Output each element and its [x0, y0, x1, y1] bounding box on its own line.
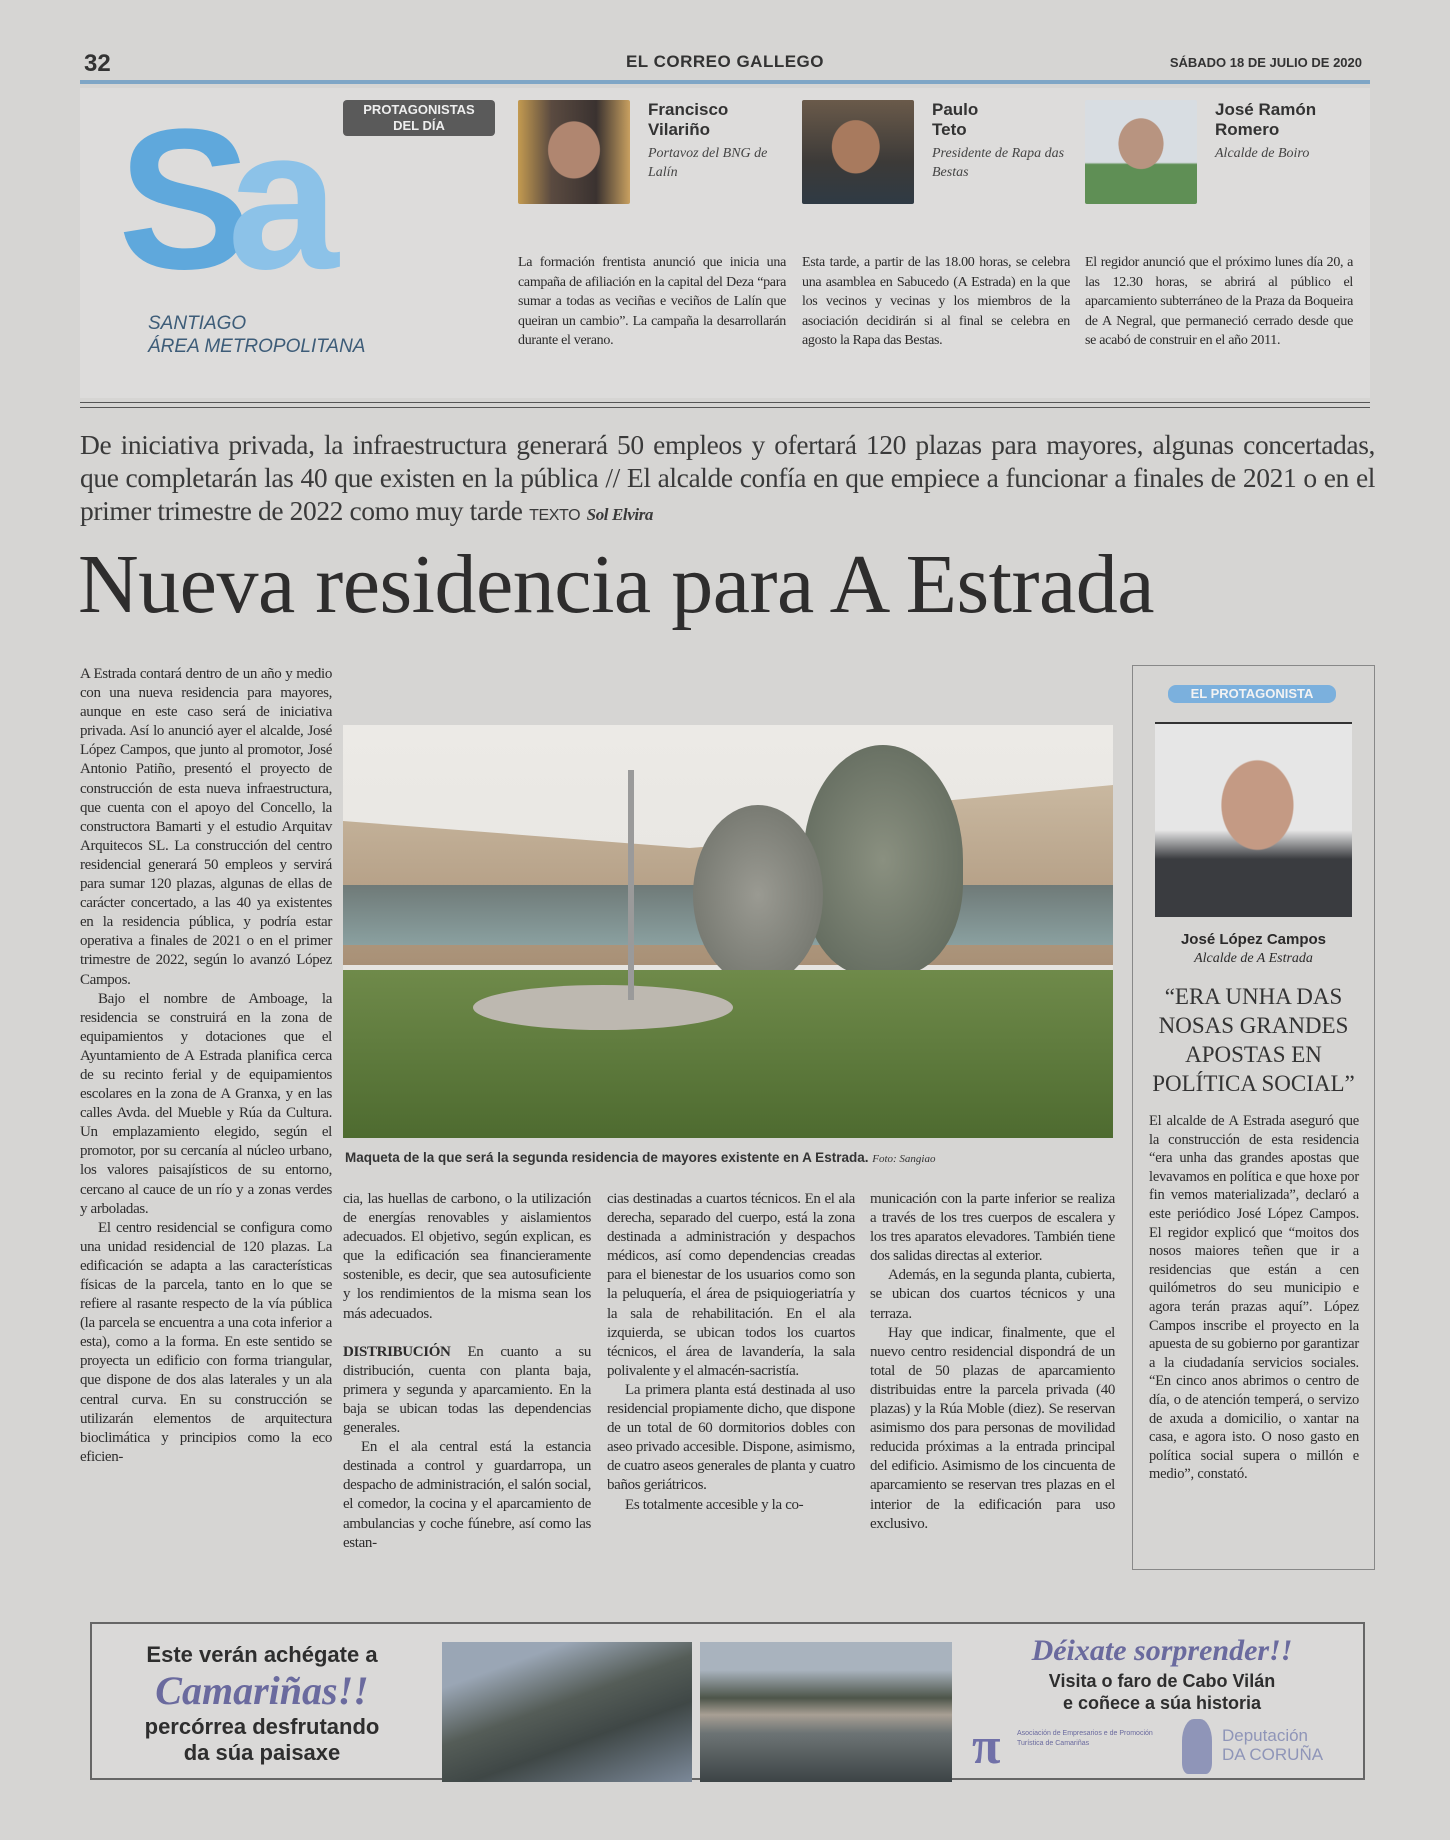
- sidebar-text: El alcalde de A Estrada aseguró que la construcción de esta residencia “era unha das grandes apostas que levavamos en política e que hoxe por fin vemos materializada”, declaró a este periódico José López Campos. El regidor explicó que “moitos dos nosos maiores teñen que ir a residencias que están a cen quilómetros do seu municipio e agora terán prazas aquí”. López Campos inscribe el proyecto en la apuesta de su gobierno por garantizar a la ciudadanía servicios sociales. “En cinco anos abrimos o centro de día, o de atención temperá, o servizo de axuda a domicilio, o xantar na casa, e agora isto. O noso gasto en política social supera o millón e medio”, constató.: [1149, 1113, 1359, 1483]
- article-title-block: [80, 428, 1375, 630]
- protagonist-card: [518, 100, 793, 348]
- section-name-line1: SANTIAGO: [148, 313, 247, 334]
- article-column-2: [343, 1190, 591, 1553]
- deputacion-crest-icon: [1182, 1719, 1212, 1774]
- association-logo-text: Asociación de Empresarios e de Promoción Turística de Camariñas: [1017, 1730, 1153, 1747]
- article-deck: [80, 428, 1375, 532]
- paragraph: DISTRIBUCIÓN En cuanto a su distribución, cuenta con planta baja, primera y segunda y aparcamiento. En la baja se ubican todas las dependencias generales.: [343, 1343, 591, 1437]
- ad-photo-harbor: [700, 1642, 952, 1782]
- mayor-photo: [1155, 722, 1352, 917]
- header-rule: [80, 80, 1370, 84]
- protagonist-card: [802, 100, 1077, 348]
- section-name: [148, 312, 365, 358]
- sidebar-content: [1132, 930, 1375, 1484]
- paragraph: La primera planta está destinada al uso residencial propiamente dicho, que dispone de un total de 60 dormitorios dobles con aseo privado accesible. Dispone, asimismo, de cuatro aseos generales de planta y cuatro baños geriátricos.: [607, 1381, 855, 1494]
- article-column-4: [870, 1190, 1115, 1534]
- paragraph: En el ala central está la estancia destinada a control y guardarropa, un despacho de administración, el salón social, el comedor, la cocina y el aparcamiento de ambulancias y coche fúnebre, así como las estan-: [343, 1439, 591, 1551]
- paragraph: Además, en la segunda planta, cubierta, se ubican dos cuartos técnicos y una terraza.: [870, 1267, 1115, 1322]
- section-divider: [80, 402, 1370, 408]
- protagonist-text: La formación frentista anunció que inicia una campaña de afiliación en la capital del Deza “para sumar a todas as veciñas e veciños de Lalín que queiran un cambio”. La campaña la desarrollarán durante el verano.: [518, 255, 786, 348]
- article-column-1: [80, 665, 332, 1467]
- protagonist-role: Presidente de Rapa das Bestas: [932, 146, 1065, 180]
- protagonist-text: Esta tarde, a partir de las 18.00 horas, se celebra una asamblea en Sabucedo (A Estrada) en la que los vecinos y vecinas y los miembros de la asociación decidirán si al final se celebra en agosto la Rapa das Bestas.: [802, 255, 1070, 348]
- pull-quote: “ERA UNHA DAS NOSAS GRANDES APOSTAS EN POLÍTICA SOCIAL”: [1152, 984, 1355, 1096]
- paragraph: cias destinadas a cuartos técnicos. En el ala derecha, separado del cuerpo, está la zona destinada a administración y despachos médicos, así como dependencias creadas para el bienestar de los usuarios como son la peluquería, el área de psiquiogeriatría y la sala de rehabilitación. En el ala izquierda, se ubican todos los cuartos técnicos, el área de lavandería, la sala polivalente y el almacén-sacristía.: [607, 1191, 855, 1379]
- section-logo: Sa: [118, 88, 315, 311]
- page-number: 32: [84, 50, 111, 77]
- byline-author: Sol Elvira: [586, 505, 654, 524]
- ad-script-title: Camariñas!!: [155, 1668, 369, 1713]
- subhead: DISTRIBUCIÓN: [343, 1343, 451, 1360]
- protagonist-photo: [518, 100, 630, 204]
- protagonist-text: El regidor anunció que el próximo lunes día 20, a las 12.30 horas, se abrirá al público el aparcamiento subterráneo de la Praza da Boqueira de A Negral, que permaneció cerrado desde que se acabó de construir en el año 2011.: [1085, 255, 1353, 348]
- protagonist-photo: [1085, 100, 1197, 204]
- photo-caption: Maqueta de la que será la segunda residencia de mayores existente en A Estrada. Foto: Sangiao: [345, 1150, 936, 1165]
- ad-script-slogan: Déixate sorprender!!: [1031, 1634, 1293, 1667]
- protagonists-badge: [343, 100, 495, 136]
- paragraph: municación con la parte inferior se realiza a través de los tres cuerpos de escalera y los tres aparatos elevadores. También tiene dos salidas directas al exterior.: [870, 1191, 1115, 1265]
- protagonist-card: [1085, 100, 1360, 348]
- byline-label: TEXTO: [529, 507, 581, 524]
- paragraph: A Estrada contará dentro de un año y medio con una nueva residencia para mayores, aunque en este caso será de iniciativa privada. Así lo anunció ayer el alcalde, José López Campos, que junto al promotor, José Antonio Patiño, presentó el proyecto de construcción de esta nueva infraestructura, que cuenta con el apoyo del Concello, la constructora Bamarti y el estudio Arquitav Arquitecos SL. La construcción del centro residencial generará 50 empleos y servirá para sumar 120 plazas, algunas de ellas de carácter concertado, a las 40 ya existentes en la residencia pública, y podría estar operativa a finales de 2021 o en el primer trimestre de 2022, según lo avanzó López Campos.: [80, 666, 332, 988]
- paragraph: Hay que indicar, finalmente, que el nuevo centro residencial dispondrá de un total de 50 plazas de aparcamiento distribuidas entre la parcela privada (40 plazas) y la Rúa Moble (diez). Se reservan asimismo dos para personas de movilidad reducida próximas a la entrada principal del edificio. Asimismo de los cincuenta de aparcamiento se reservan tres plazas en el interior de la edificación para uso exclusivo.: [870, 1324, 1115, 1532]
- article-column-3: [607, 1190, 855, 1515]
- protagonist-role: Alcalde de Boiro: [1215, 146, 1310, 161]
- protagonist-name: Paulo Teto: [932, 100, 979, 139]
- paragraph: El centro residencial se configura como una unidad residencial de 120 plazas. La edificación se adapta a las características físicas de la parcela, tanto en lo que se refiere al rasante respecto de la vía pública (la parcela se encuentra a una cota inferior a esta), como a la forma. En este sentido se proyecta un edificio con forma triangular, que dispone de dos alas laterales y un ala central curva. En su construcción se utilizarán elementos de arquitectura bioclimática y principios como la eco eficien-: [80, 1219, 332, 1465]
- deck-text: De iniciativa privada, la infraestructura generará 50 empleos y ofertará 120 plazas para mayores, algunas concertadas, que completarán las 40 que existen en la pública // El alcalde confía en que empiece a funcionar a finales de 2021 o en el primer trimestre de 2022 como muy tarde: [80, 429, 1375, 526]
- sidebar-role: Alcalde de A Estrada: [1194, 951, 1313, 966]
- ad-photo-lighthouse: [442, 1642, 692, 1782]
- protagonist-name: José Ramón Romero: [1215, 100, 1317, 139]
- sidebar-name: José López Campos: [1180, 931, 1327, 948]
- photo-credit: Foto: Sangiao: [872, 1153, 936, 1165]
- issue-date: SÁBADO 18 DE JULIO DE 2020: [1169, 55, 1362, 70]
- paragraph: cia, las huellas de carbono, o la utilización de energías renovables y aislamientos adecuados. El objetivo, según explican, es que la edificación sea financieramente sostenible, es decir, que sea autosuficiente y los rendimientos de la misma sean los más adecuados.: [343, 1191, 591, 1322]
- section-name-line2: ÁREA METROPOLITANA: [148, 336, 366, 357]
- protagonist-role: Portavoz del BNG de Lalín: [648, 146, 768, 180]
- paragraph: Es totalmente accesible y la co-: [625, 1496, 804, 1513]
- badge-line2: DEL DÍA: [393, 118, 445, 133]
- protagonist-photo: [802, 100, 914, 204]
- newspaper-name: EL CORREO GALLEGO: [625, 52, 825, 71]
- badge-line1: PROTAGONISTAS: [363, 102, 475, 117]
- association-logo-icon: π: [972, 1718, 1001, 1775]
- residence-render-photo: [343, 725, 1113, 1138]
- headline: Nueva residencia para A Estrada: [78, 538, 1155, 631]
- sidebar-badge: EL PROTAGONISTA: [1168, 685, 1336, 703]
- deputacion-logo: Deputación DA CORUÑA: [1222, 1726, 1324, 1764]
- ad-right-text: Déixate sorprender!! Visita o faro de Cabo Vilán e coñece a súa historia: [962, 1632, 1362, 1714]
- ad-left-text: Este verán achégate a Camariñas!! percórrea desfrutando da súa paisaxe: [102, 1642, 422, 1766]
- advertisement: [90, 1622, 1365, 1780]
- protagonist-name: Francisco Vilariño: [648, 100, 729, 139]
- paragraph: Bajo el nombre de Amboage, la residencia se construirá en la zona de equipamientos y dotaciones que el Ayuntamiento de A Estrada planifica cerca de su recinto ferial y de equipamientos escolares en la zona de A Granxa, y en las calles Avda. del Mueble y Rúa da Cultura. Un emplazamiento elegido, según el promotor, por su cercanía al núcleo urbano, los valores paisajísticos de su entorno, cercano al cauce de un río y a zonas verdes y arboladas.: [80, 990, 332, 1217]
